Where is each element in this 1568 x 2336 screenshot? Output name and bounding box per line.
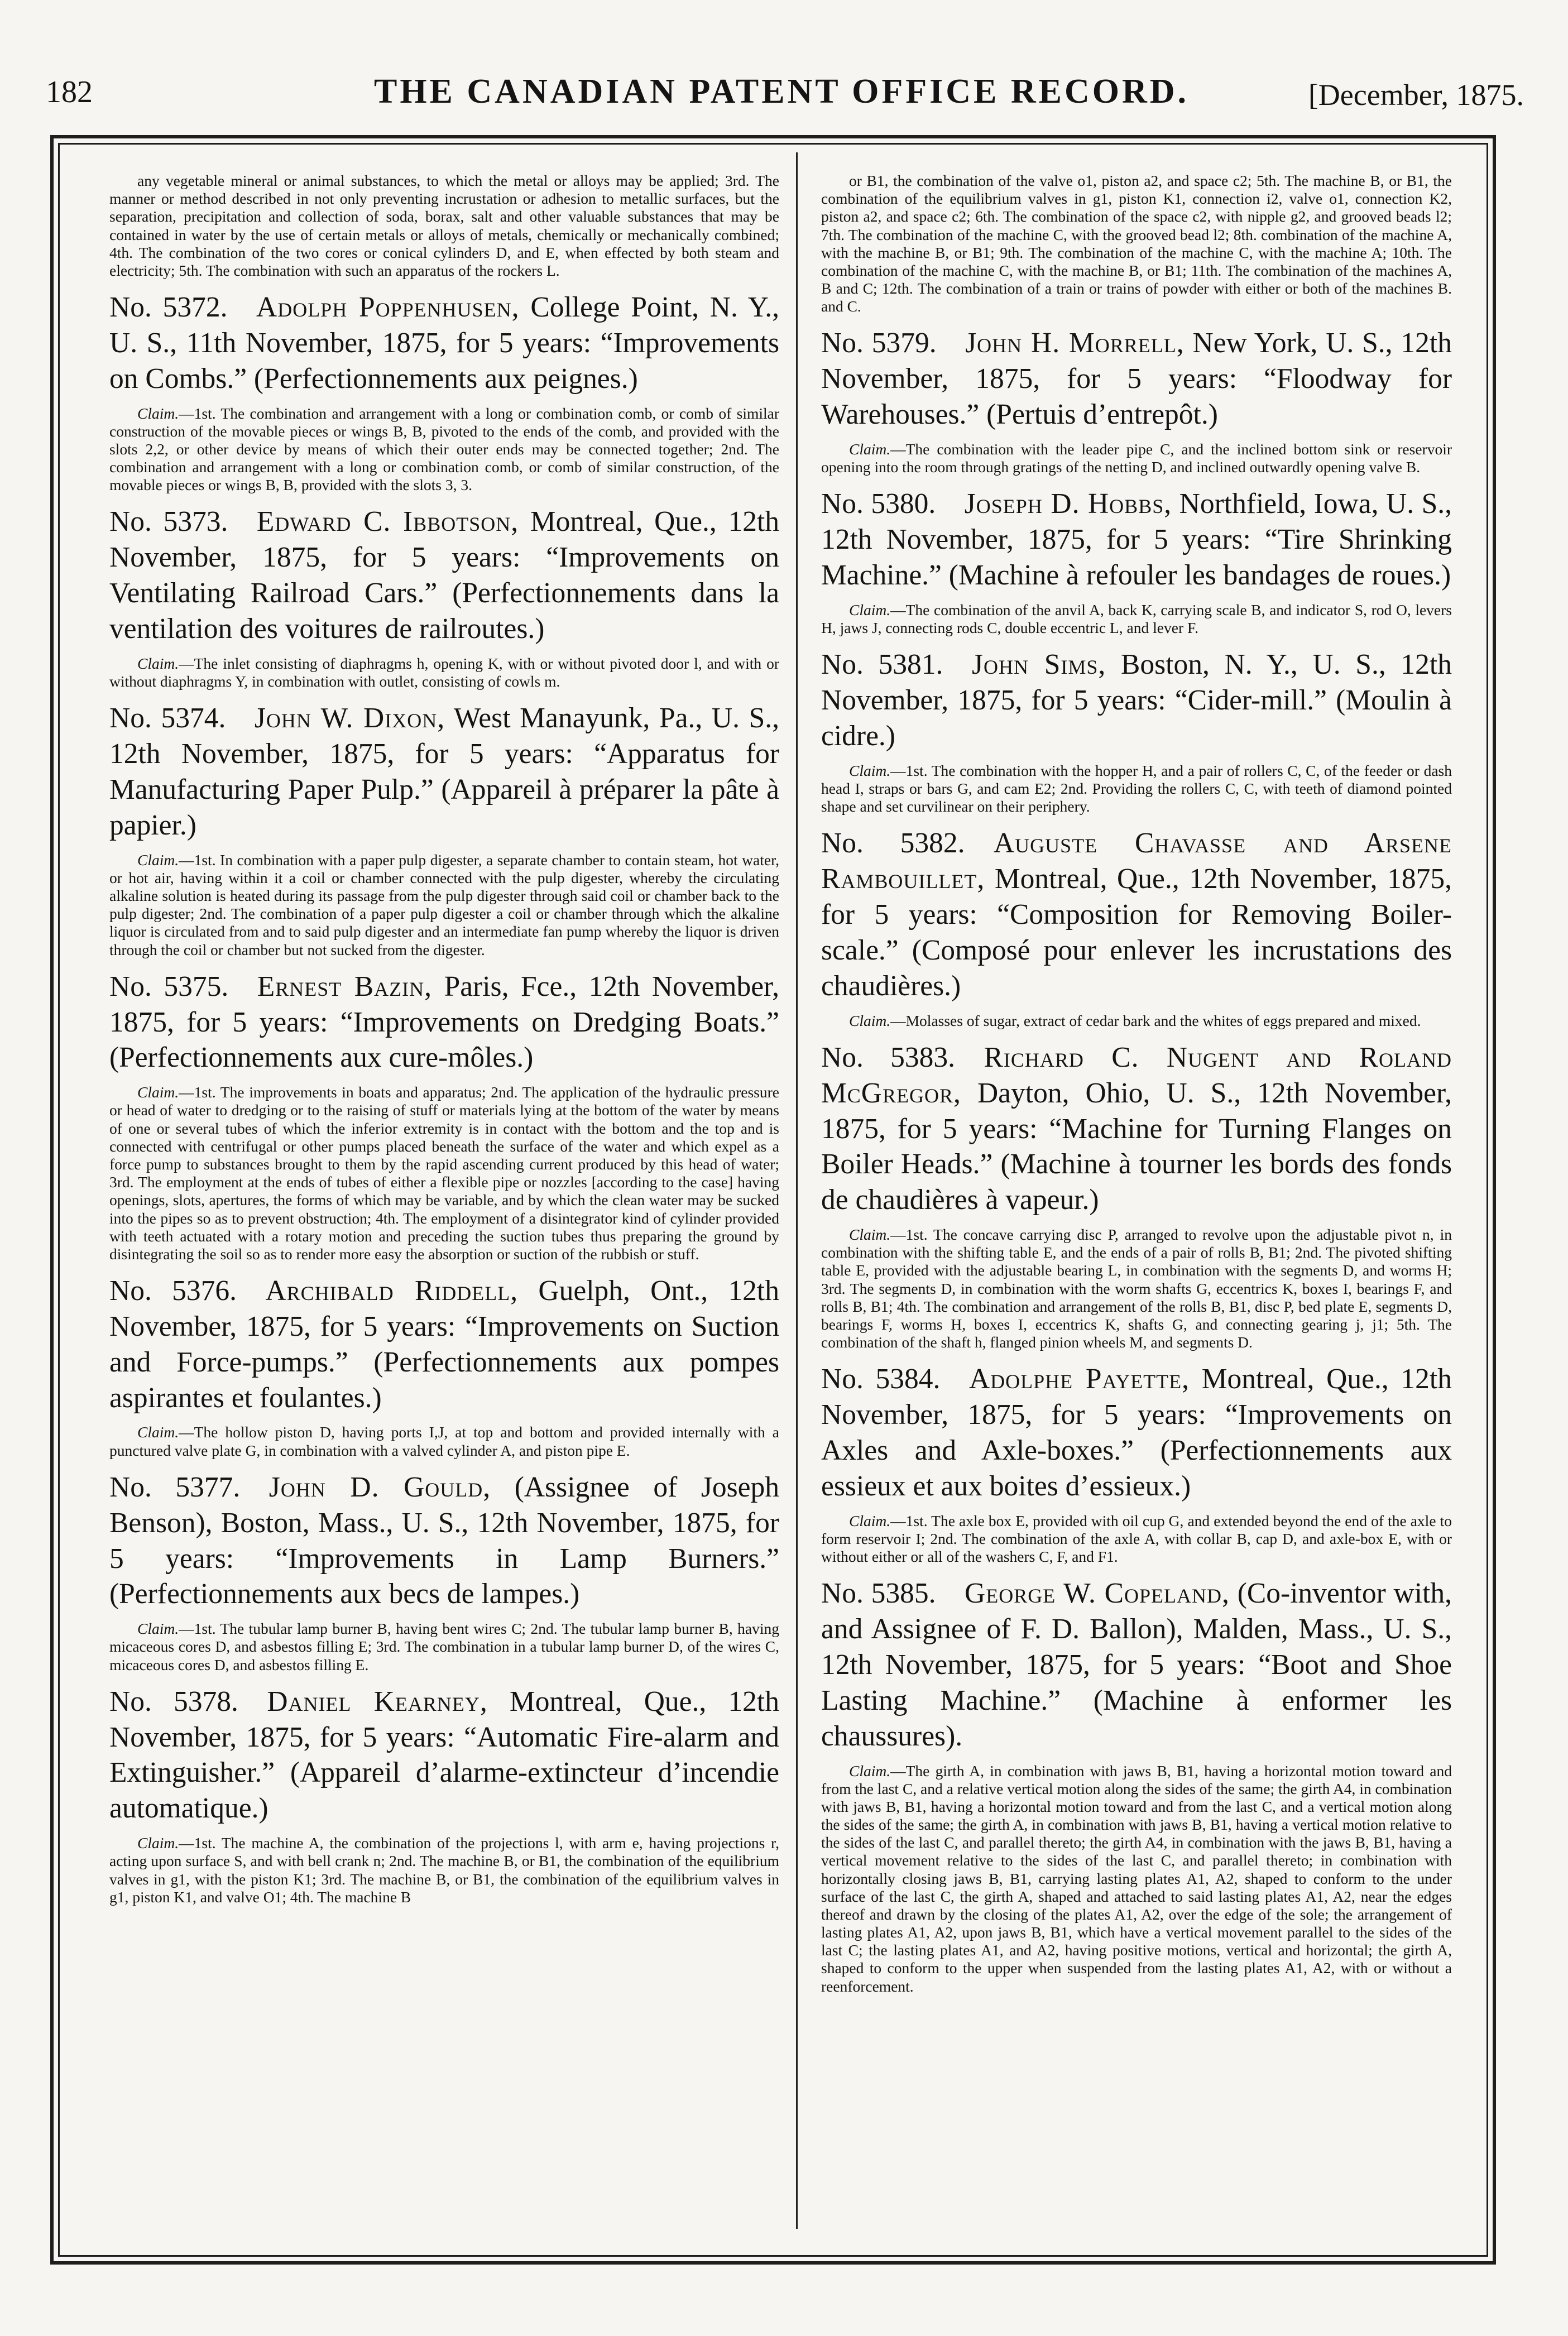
claim-body: —Molasses of sugar, extract of cedar bark and the whites of eggs prepared and mixed.: [890, 1011, 1421, 1029]
claim-label: Claim.: [137, 1423, 179, 1441]
patent-entry: [821, 325, 1452, 476]
claim-text: [821, 1762, 1452, 1996]
patentee-name: Edward C. Ibbotson,: [256, 506, 519, 538]
patent-details: Montreal, Que., 12th November, 1875, for 5 years: “Automatic Fire-alarm and Extinguisher.” (Appareil d’alarme-extincteur d’incendie automatique.): [109, 1685, 779, 1825]
claim-body: —The inlet consisting of diaphragms h, opening K, with or without pivoted door l, and with or without diaphragms Y, in combination with outlet, consisting of cowls m.: [109, 654, 779, 690]
patentee-name: John Sims,: [971, 649, 1106, 681]
patent-details: (Assignee of Joseph Benson), Boston, Mass., U. S., 12th November, 1875, for 5 years: “Improvements in Lamp Burners.” (Perfectionnements aux becs de lampes.): [109, 1471, 779, 1610]
patent-details: Montreal, Que., 12th November, 1875, for 5 years: “Improvements on Ventilating Railroad Cars.” (Perfectionnements dans la ventilation des voitures de railroutes.): [109, 506, 779, 645]
patent-details: (Co-inventor with, and Assignee of F. D. Ballon), Malden, Mass., U. S., 12th November, 1875, for 5 years: “Boot and Shoe Lasting Machine.” (Machine à enformer les chaussures).: [821, 1577, 1452, 1752]
patent-entry: [821, 647, 1452, 816]
patent-entry-list: [821, 325, 1452, 1995]
patent-heading: [821, 325, 1452, 433]
patent-entry: [109, 504, 779, 690]
patent-heading: [109, 701, 779, 843]
patent-heading: [821, 647, 1452, 754]
patent-entry: [821, 826, 1452, 1029]
patent-number: No. 5382.: [821, 827, 965, 860]
patent-heading: [109, 1684, 779, 1826]
claim-text: [109, 655, 779, 690]
claim-body: —The girth A, in combination with jaws B, B1, having a horizontal motion toward and from the last C, and a relative vertical motion along the sides of the same; the girth A4, in combination with jaws B, B1, having a horizontal motion toward and from the last C, and a vertical motion along the sides of the same; the girth A, in combination with jaws B, B1, having a vertical motion relative to the sides of the last C, and parallel thereto; the girth A4, in combination with the jaws B, B1, having a vertical movement relative to the sides of the last C, and parallel thereto; in combination with horizontally closing jaws B, B1, carrying lasting plates A1, A2, shaped to conform to the under surface of the last C, the girth A, shaped and attached to said lasting plates A1, A2, near the edges thereof and drawn by the closing of the plates A1, A2, over the edge of the sole; the arrangement of lasting plates A1, A2, upon jaws B, B1, which have a vertical movement parallel to the sides of the last C; the lasting plates A1, and A2, having positive motions, vertical and horizontal; the girth A, shaped to conform to the upper when suspended from the lasting plates A1, A2, with or without a reenforcement.: [821, 1762, 1452, 1995]
claim-text: [821, 440, 1452, 476]
patent-details: Montreal, Que., 12th November, 1875, for 5 years: “Improvements on Axles and Axle-boxes.” (Perfectionnements aux essieux et aux boites d’essieux.): [821, 1363, 1452, 1502]
patent-entry: [109, 969, 779, 1263]
right-column: [821, 172, 1452, 2226]
claim-text: [109, 1423, 779, 1459]
patentee-name: Adolph Poppenhusen,: [256, 291, 520, 324]
patent-heading: [109, 290, 779, 397]
page-header: [39, 70, 1524, 123]
claim-body: —1st. The tubular lamp burner B, having bent wires C; 2nd. The tubular lamp burner B, having micaceous cores D, and asbestos filling E; 3rd. The combination in a tubular lamp burner D, of the wires C, micaceous cores D, and asbestos filling E.: [109, 1620, 779, 1673]
patent-heading: [109, 1273, 779, 1416]
claim-body: —1st. The combination and arrangement with a long or combination comb, or comb of similar construction of the movable pieces or wings B, B, pivoted to the ends of the comb, and provided with the slots 2,2, or other device by means of which their outer ends may be connected together; 2nd. The combination and arrangement with a long or combination comb, or comb of similar construction, of the movable pieces or wings B, B, provided with the slots 3, 3.: [109, 404, 779, 494]
claim-body: —1st. The machine A, the combination of the projections l, with arm e, having projections r, acting upon surface S, and with bell crank n; 2nd. The machine B, or B1, the combination of the equilibrium valves in g1, with the piston K1; 3rd. The machine B, or B1, the combination of the equilibrium valves in g1, piston K1, and valve O1; 4th. The machine B: [109, 1834, 779, 1906]
claim-label: Claim.: [137, 1083, 179, 1101]
claim-text: [109, 1834, 779, 1906]
patentee-name: Joseph D. Hobbs,: [964, 488, 1172, 520]
patent-heading: [821, 826, 1452, 1004]
claim-label: Claim.: [137, 851, 179, 869]
patent-number: No. 5372.: [109, 291, 228, 324]
claim-body: —1st. The concave carrying disc P, arranged to revolve upon the adjustable pivot n, in combination with the shifting table E, and the ends of a pair of rolls B, B1; 2nd. The pivoted shifting table E, provided with the adjustable bearing L, in combination with the segments D, and worms H; 3rd. The segments D, in combination with the worm shafts G, eccentrics K, boxes I, bearings F, and rolls B, B1; 4th. The combination and arrangement of the rolls B, B1, disc P, bed plate E, segments D, bearings F, worms H, boxes I, eccentrics K, shafts G, and connecting gearing j, j1; 5th. The combination of the shaft h, flanged pinion wheels M, and segments D.: [821, 1226, 1452, 1351]
claim-body: —The combination with the leader pipe C, and the inclined bottom sink or reservoir opening into the room through gratings of the netting D, and inclined outwardly opening valve B.: [821, 440, 1452, 476]
claim-label: Claim.: [849, 1762, 891, 1779]
patent-entry: [821, 1576, 1452, 1996]
patent-details: Boston, N. Y., U. S., 12th November, 1875, for 5 years: “Cider-mill.” (Moulin à cidre.): [821, 649, 1452, 752]
patent-details: Dayton, Ohio, U. S., 12th November, 1875, for 5 years: “Machine for Turning Flanges on Boiler Heads.” (Machine à tourner les bords des fonds de chaudières à vapeur.): [821, 1077, 1452, 1216]
patent-heading: [821, 1576, 1452, 1754]
claim-body: —1st. The combination with the hopper H, and a pair of rollers C, C, of the feeder or dash head I, straps or bars G, and cam E2; 2nd. Providing the rollers C, C, with teeth of diamond pointed shape and set curvilinear on their periphery.: [821, 761, 1452, 816]
patentee-name: Adolphe Payette,: [968, 1363, 1190, 1395]
claim-body: —1st. In combination with a paper pulp digester, a separate chamber to contain steam, hot water, or hot air, having within it a coil or chamber connected with the pulp digester, whereby the circulating alkaline solution is heated during its passage from the pulp digester through said coil or chamber back to the pulp digester; 2nd. The combination of a paper pulp digester a coil or chamber through which the alkaline liquor is circulated from and to said pulp digester and an intermediate fan pump whereby the liquor is driven through the coil or chamber but not sucked from the digester.: [109, 851, 779, 958]
claim-text: [109, 1620, 779, 1674]
claim-label: Claim.: [849, 1512, 891, 1529]
patentee-name: Daniel Kearney,: [267, 1685, 488, 1718]
patentee-name: John D. Gould,: [268, 1471, 491, 1503]
patent-entry: [109, 1273, 779, 1460]
patentee-name: John W. Dixon,: [254, 702, 445, 735]
patentee-name: Archibald Riddell,: [265, 1275, 519, 1307]
patent-number: No. 5385.: [821, 1577, 936, 1610]
patent-number: No. 5373.: [109, 506, 228, 538]
claim-label: Claim.: [849, 440, 891, 458]
patentee-name: Auguste Chavasse and Arsene Rambouillet,: [821, 827, 1452, 895]
patent-heading: [109, 504, 779, 646]
patent-details: College Point, N. Y., U. S., 11th November, 1875, for 5 years: “Improvements on Combs.” (Perfectionnements aux peignes.): [109, 291, 779, 395]
page-number: 182: [46, 75, 93, 109]
patent-entry: [109, 701, 779, 958]
patentee-name: Richard C. Nugent and Roland McGregor,: [821, 1041, 1452, 1109]
claim-label: Claim.: [137, 654, 179, 672]
claim-text: [821, 762, 1452, 816]
claim-label: Claim.: [849, 1226, 891, 1244]
claim-text: [109, 405, 779, 495]
patent-number: No. 5384.: [821, 1363, 941, 1395]
patent-details: New York, U. S., 12th November, 1875, for 5 years: “Floodway for Warehouses.” (Pertuis d’entrepôt.): [821, 327, 1452, 431]
claim-text: [109, 851, 779, 959]
patent-number: No. 5381.: [821, 649, 943, 681]
patent-entry: [109, 1470, 779, 1674]
column-divider: [796, 152, 798, 2229]
patent-number: No. 5375.: [109, 970, 229, 1002]
continued-claim-text: or B1, the combination of the valve o1, piston a2, and space c2; 5th. The machine B, or B1, the combination of the equilibrium valves in g1, piston K1, connection i2, valve o1, connection K2, piston a2, and space c2; 6th. The combination of the space c2, with nipple g2, and grooved beads l2; 7th. The combination of the machine C, with the grooved bead l2; 8th. combination of the machine A, with the machine B, or B1; 9th. The combination of the machine C, with the machine A; 10th. The combination of the machine C, with the machine B, or B1; 11th. The combination of the machines A, B and C; 12th. The combination of a train or trains of powder with either or both of the machines B. and C.: [821, 172, 1452, 315]
claim-body: —The hollow piston D, having ports I,J, at top and bottom and provided internally with a punctured valve plate G, in combination with a valved cylinder A, and piston pipe E.: [109, 1423, 779, 1459]
continued-claim-text: any vegetable mineral or animal substances, to which the metal or alloys may be applied; 3rd. The manner or method described in not only preventing incrustation or adhesion to metallic surfaces, but the separation, precipitation and collection of soda, borax, salt and other valuable substances that may be contained in water by the use of certain metals or alloys of metals, chemically or mechanically combined; 4th. The combination of the two cores or conical cylinders D, and E, when effected by both steam and electricity; 5th. The combination with such an apparatus of the rockers L.: [109, 172, 779, 279]
patent-number: No. 5376.: [109, 1275, 237, 1307]
claim-label: Claim.: [137, 404, 179, 422]
left-column: [109, 172, 779, 2226]
claim-body: —1st. The improvements in boats and apparatus; 2nd. The application of the hydraulic pressure or head of water to dredging or to the raising of stuff or materials lying at the bottom of the water by means of one or several tubes of which the inferior extremity is in contact with the bottom and the top and is connected with centrifugal or other pumps placed beneath the surface of the water and which expel as a force pump to substances brought to them by the rapid ascending current produced by this head of water; 3rd. The employment at the ends of tubes of either a flexible pipe or nozzles [according to the case] having openings, slots, apertures, the forms of which may be variable, and by which the clean water may be sucked into the pipes so as to prevent obstruction; 4th. The employment of a disintegrator kind of cylinder provided with teeth actuated with a rotary motion and preceding the suction tubes thus preparing the ground by disintegrating the soil so as to render more easy the absorption or suction of the rubbish or stuff.: [109, 1083, 779, 1263]
running-title: THE CANADIAN PATENT OFFICE RECORD.: [373, 73, 1190, 111]
patent-entry: [109, 290, 779, 494]
patent-entry: [821, 486, 1452, 637]
claim-label: Claim.: [137, 1620, 179, 1638]
claim-text: [821, 1512, 1452, 1566]
patent-number: No. 5383.: [821, 1041, 956, 1073]
patent-entry: [821, 1361, 1452, 1566]
patent-entry-list: [109, 290, 779, 1906]
page-frame: [50, 135, 1496, 2265]
patent-number: No. 5378.: [109, 1685, 238, 1718]
patent-heading: [821, 1361, 1452, 1504]
patentee-name: Ernest Bazin,: [257, 970, 433, 1002]
claim-label: Claim.: [849, 601, 891, 618]
claim-text: [821, 601, 1452, 637]
patent-entry: [109, 1684, 779, 1906]
patent-number: No. 5380.: [821, 488, 936, 520]
patentee-name: John H. Morrell,: [965, 327, 1185, 359]
patent-number: No. 5377.: [109, 1471, 241, 1503]
patent-details: Guelph, Ont., 12th November, 1875, for 5 years: “Improvements on Suction and Force-pumps.” (Perfectionnements aux pompes aspirantes et foulantes.): [109, 1275, 779, 1414]
claim-label: Claim.: [849, 1011, 891, 1029]
patent-details: Montreal, Que., 12th November, 1875, for 5 years: “Composition for Removing Boiler-scale.” (Composé pour enlever les incrustations des chaudières.): [821, 863, 1452, 1002]
patent-number: No. 5374.: [109, 702, 226, 735]
patent-details: West Manayunk, Pa., U. S., 12th November, 1875, for 5 years: “Apparatus for Manufacturing Paper Pulp.” (Appareil à préparer la pâte à papier.): [109, 702, 779, 841]
claim-text: [821, 1226, 1452, 1351]
claim-text: [821, 1012, 1452, 1030]
claim-label: Claim.: [137, 1834, 179, 1852]
issue-date: [December, 1875.: [1308, 78, 1524, 112]
patent-heading: [821, 486, 1452, 593]
patent-heading: [821, 1040, 1452, 1218]
patent-entry: [821, 1040, 1452, 1352]
patent-heading: [109, 969, 779, 1076]
claim-text: [109, 1083, 779, 1263]
patent-heading: [109, 1470, 779, 1612]
claim-body: —The combination of the anvil A, back K, carrying scale B, and indicator S, rod O, levers H, jaws J, connecting rods C, double eccentric L, and lever F.: [821, 601, 1452, 637]
patentee-name: George W. Copeland,: [965, 1577, 1230, 1610]
claim-label: Claim.: [849, 761, 891, 779]
patent-number: No. 5379.: [821, 327, 937, 359]
patent-details: Northfield, Iowa, U. S., 12th November, 1875, for 5 years: “Tire Shrinking Machine.” (Machine à refouler les bandages de roues.): [821, 488, 1452, 592]
patent-details: Paris, Fce., 12th November, 1875, for 5 years: “Improvements on Dredging Boats.” (Perfectionnements aux cure-môles.): [109, 970, 779, 1074]
claim-body: —1st. The axle box E, provided with oil cup G, and extended beyond the end of the axle to form reservoir I; 2nd. The combination of the axle A, with collar B, cap D, and axle-box E, with or without either or all of the washers C, F, and F1.: [821, 1512, 1452, 1566]
